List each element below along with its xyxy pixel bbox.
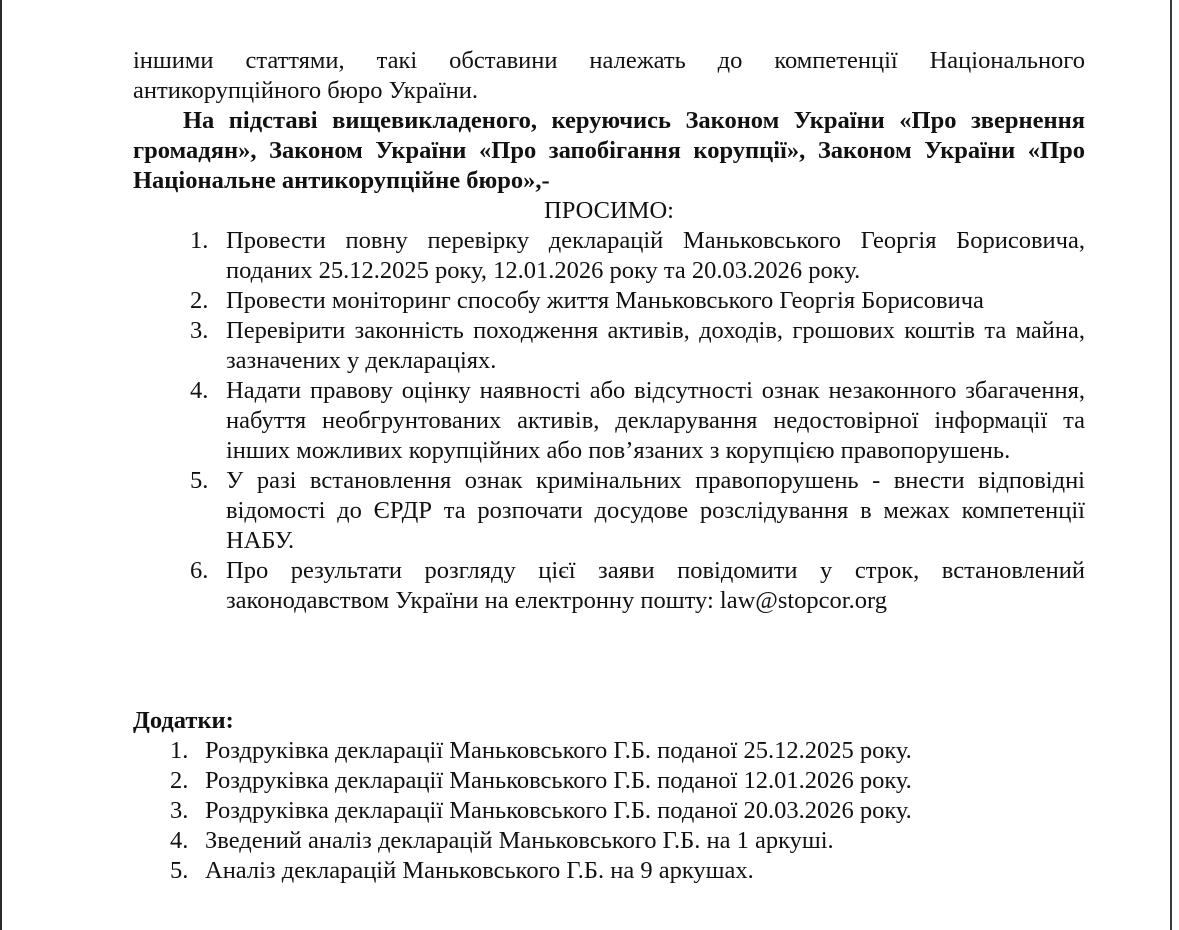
list-item-text: Роздруківка декларації Маньковського Г.Б. поданої 25.12.2025 року. xyxy=(205,737,912,764)
list-item-text: Роздруківка декларації Маньковського Г.Б. поданої 20.03.2026 року. xyxy=(205,797,912,824)
request-heading: ПРОСИМО: xyxy=(544,197,674,224)
list-item-text: Аналіз декларацій Маньковського Г.Б. на 9 аркушах. xyxy=(205,857,754,884)
list-item-text: Роздруківка декларації Маньковського Г.Б. поданої 12.01.2026 року. xyxy=(205,767,912,794)
document-body xyxy=(133,46,1085,886)
list-item xyxy=(133,286,1085,316)
list-item-number: 2. xyxy=(190,287,209,314)
list-item-number: 4. xyxy=(170,827,189,854)
section-spacer xyxy=(133,616,1085,706)
list-item-text: У разі встановлення ознак кримінальних правопорушень - внести відповідні відомості до ЄРДР та розпочати досудове розслідування в межах компетенції НАБУ. xyxy=(226,467,1085,554)
list-item xyxy=(133,376,1085,466)
list-item xyxy=(133,466,1085,556)
list-item xyxy=(133,856,1085,886)
list-item-text: Зведений аналіз декларацій Маньковського Г.Б. на 1 аркуші. xyxy=(205,827,834,854)
list-item-text: Провести повну перевірку декларацій Маньковського Георгія Борисовича, поданих 25.12.2025 року, 12.01.2026 року та 20.03.2026 року. xyxy=(226,227,1085,284)
list-item-number: 2. xyxy=(170,767,189,794)
list-item-text: Про результати розгляду цієї заяви повідомити у строк, встановлений законодавством України на електронну пошту: law@stopcor.org xyxy=(226,557,1085,614)
request-list xyxy=(133,226,1085,616)
list-item-text: Провести моніторинг способу життя Маньковського Георгія Борисовича xyxy=(226,287,984,314)
basis-paragraph: На підставі вищевикладеного, керуючись Законом України «Про звернення громадян», Законом України «Про запобігання корупції», Законом України «Про Національне антикорупційне бюро»,- xyxy=(133,107,1085,194)
attachments-heading: Додатки: xyxy=(133,707,234,734)
list-item xyxy=(133,796,1085,826)
list-item xyxy=(133,826,1085,856)
attachments-list xyxy=(133,736,1085,886)
list-item-number: 3. xyxy=(170,797,189,824)
list-item-number: 1. xyxy=(190,227,209,254)
list-item-text: Надати правову оцінку наявності або відсутності ознак незаконного збагачення, набуття необгрунтованих активів, декларування недостовірної інформації та інших можливих корупційних або пов’язаних з корупцією правопорушень. xyxy=(226,377,1085,464)
intro-paragraph: іншими статтями, такі обставини належать до компетенції Національного антикорупційного бюро України. xyxy=(133,47,1085,104)
list-item xyxy=(133,556,1085,616)
list-item xyxy=(133,316,1085,376)
list-item-number: 6. xyxy=(190,557,209,584)
list-item xyxy=(133,226,1085,286)
list-item-number: 3. xyxy=(190,317,209,344)
list-item-number: 5. xyxy=(190,467,209,494)
page-edge-right xyxy=(1170,0,1172,930)
list-item-text: Перевірити законність походження активів, доходів, грошових коштів та майна, зазначених у деклараціях. xyxy=(226,317,1085,374)
list-item-number: 1. xyxy=(170,737,189,764)
list-item xyxy=(133,736,1085,766)
list-item xyxy=(133,766,1085,796)
page-edge-left xyxy=(0,0,2,930)
list-item-number: 4. xyxy=(190,377,209,404)
list-item-number: 5. xyxy=(170,857,189,884)
